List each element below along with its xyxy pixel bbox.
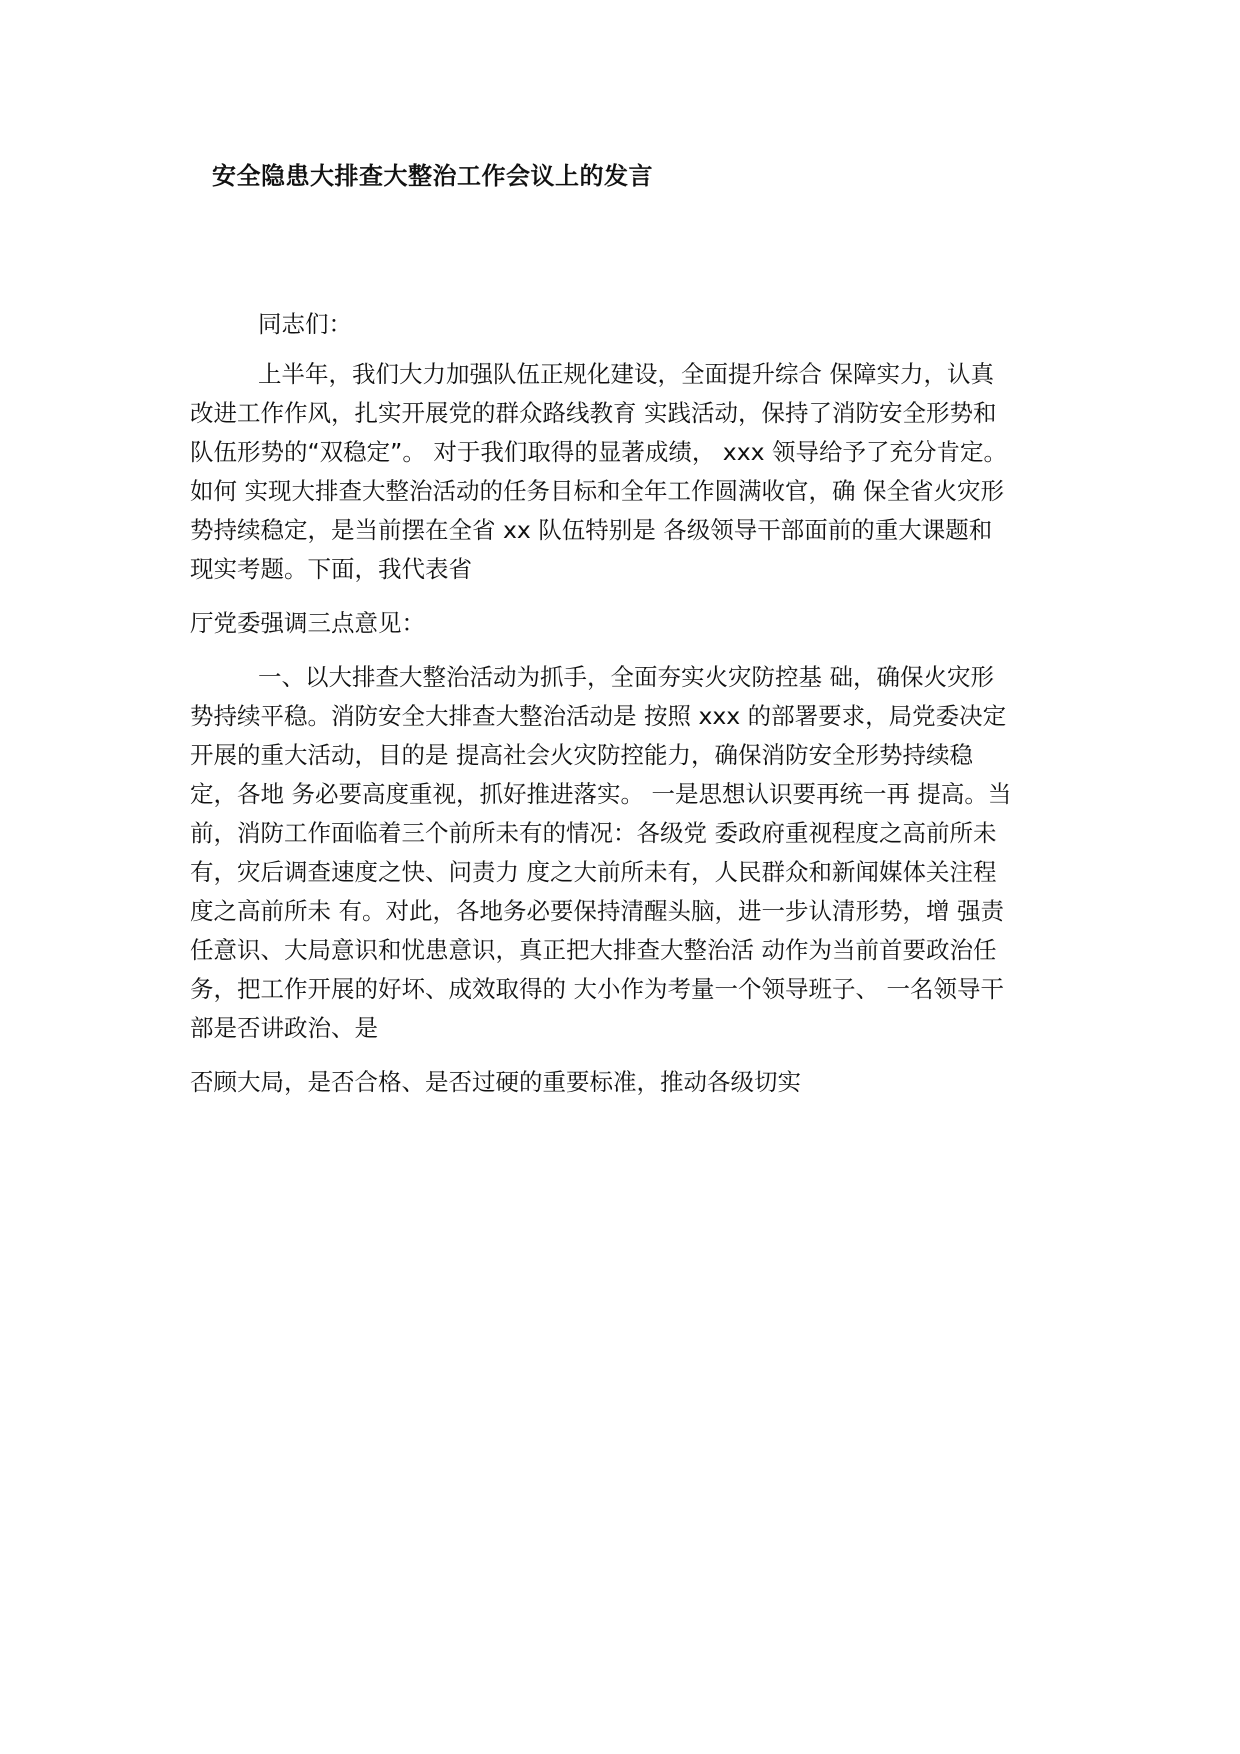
body-line: 务，把工作开展的好坏、成效取得的 大小作为考量一个领导班子、 一名领导干 bbox=[190, 975, 1004, 1003]
body-line: 现实考题。下面，我代表省 bbox=[190, 555, 472, 583]
body-line: 厅党委强调三点意见： bbox=[190, 609, 425, 637]
body-line: 否顾大局，是否合格、是否过硬的重要标准，推动各级切实 bbox=[190, 1068, 801, 1096]
body-line: 有，灾后调查速度之快、问责力 度之大前所未有，人民群众和新闻媒体关注程 bbox=[190, 858, 997, 886]
body-line: 度之高前所未 有。对此，各地务必要保持清醒头脑，进一步认清形势，增 强责 bbox=[190, 897, 1004, 925]
document-title: 安全隐患大排查大整治工作会议上的发言 bbox=[212, 162, 653, 190]
body-line: 部是否讲政治、是 bbox=[190, 1014, 378, 1042]
body-line: 前，消防工作面临着三个前所未有的情况：各级党 委政府重视程度之高前所未 bbox=[190, 819, 997, 847]
body-line: 如何 实现大排查大整治活动的任务目标和全年工作圆满收官，确 保全省火灾形 bbox=[190, 477, 1004, 505]
body-line: 开展的重大活动，目的是 提高社会火灾防控能力，确保消防安全形势持续稳 bbox=[190, 741, 973, 769]
body-line: 一、以大排查大整治活动为抓手，全面夯实火灾防控基 础，确保火灾形 bbox=[258, 663, 994, 691]
body-line: 改进工作作风，扎实开展党的群众路线教育 实践活动，保持了消防安全形势和 bbox=[190, 399, 997, 427]
body-line: 上半年，我们大力加强队伍正规化建设，全面提升综合 保障实力，认真 bbox=[258, 360, 994, 388]
body-line: 势持续平稳。消防安全大排查大整治活动是 按照 xxx 的部署要求，局党委决定 bbox=[190, 702, 1007, 730]
body-line: 队伍形势的“双稳定”。 对于我们取得的显著成绩， xxx 领导给予了充分肯定。 bbox=[190, 438, 1007, 466]
body-line: 定，各地 务必要高度重视，抓好推进落实。 一是思想认识要再统一再 提高。当 bbox=[190, 780, 1012, 808]
body-line: 势持续稳定，是当前摆在全省 xx 队伍特别是 各级领导干部面前的重大课题和 bbox=[190, 516, 993, 544]
salutation: 同志们： bbox=[258, 310, 352, 338]
body-line: 任意识、大局意识和忧患意识，真正把大排查大整治活 动作为当前首要政治任 bbox=[190, 936, 997, 964]
